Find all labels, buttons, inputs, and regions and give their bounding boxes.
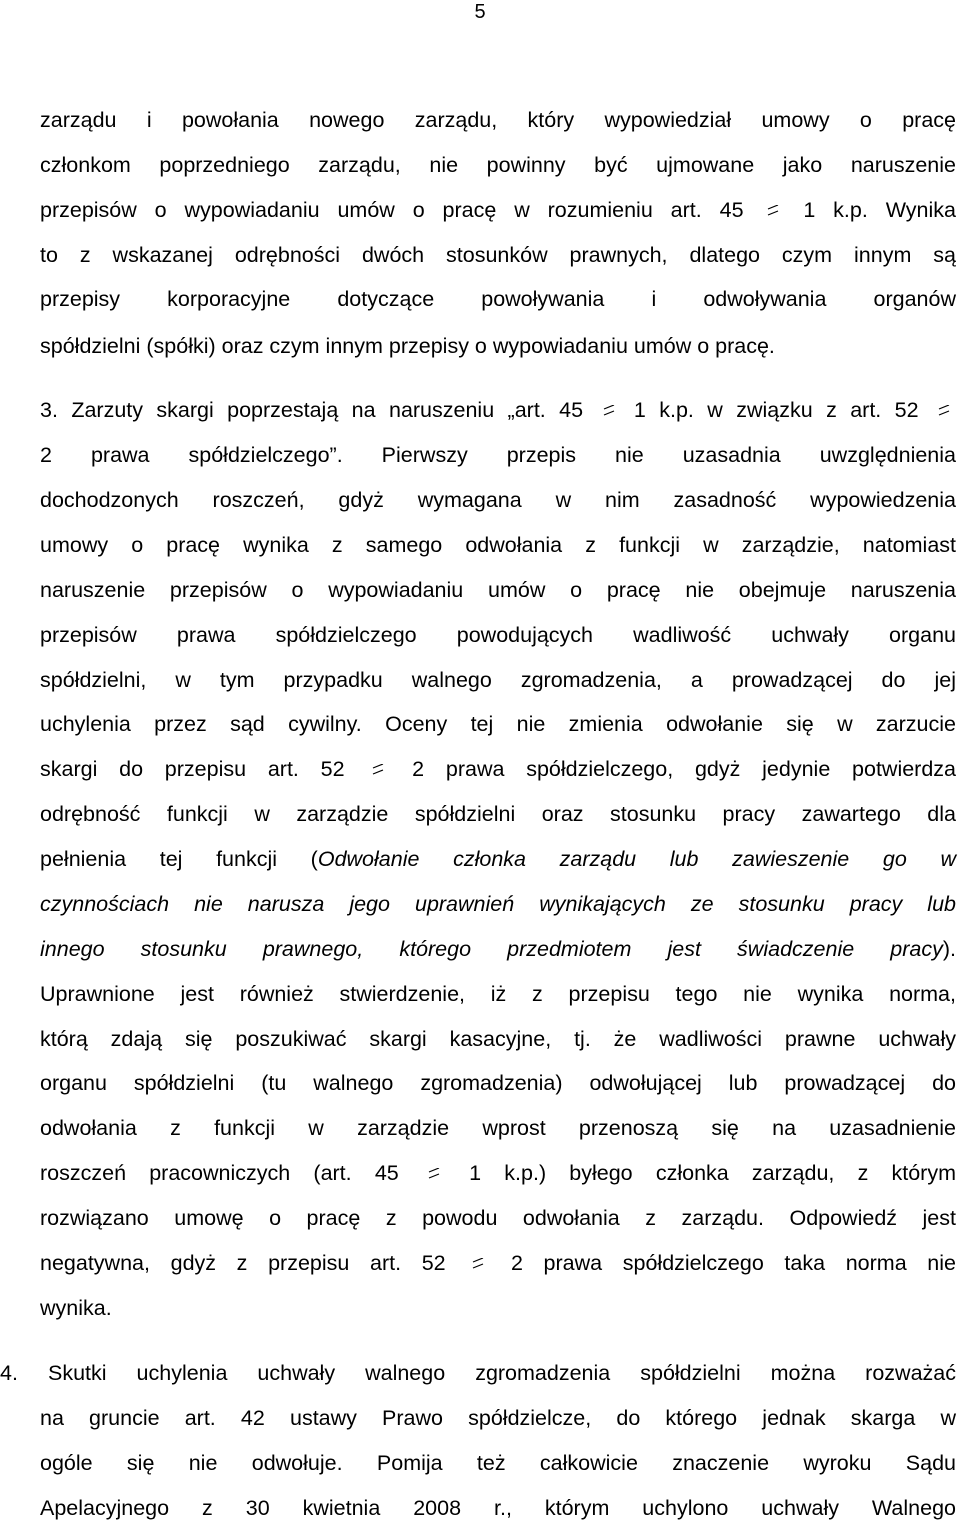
- text-line: Skutki uchylenia uchwały walnego zgromadzenia spółdzielni można rozważać: [48, 1361, 956, 1385]
- text-segment: pełnienia tej funkcji (: [40, 847, 318, 871]
- section-sign-icon: [370, 764, 386, 778]
- italic-quote: Odwołanie członka zarządu lub zawieszenie go w: [317, 847, 956, 871]
- text-line: [40, 844, 956, 874]
- text-line: na gruncie art. 42 ustawy Prawo spółdzielcze, do którego jednak skarga w: [40, 1406, 956, 1430]
- text-line: 2 prawa spółdzielczego”. Pierwszy przepis nie uzasadnia uwzględnienia: [40, 443, 956, 467]
- text-segment: 3. Zarzuty skargi poprzestają na naruszeniu „art. 45: [40, 398, 584, 422]
- text-line: naruszenie przepisów o wypowiadaniu umów o pracę nie obejmuje naruszenia: [40, 578, 956, 602]
- list-number: 4.: [0, 1361, 18, 1385]
- text-line: ogóle się nie odwołuje. Pomija też całkowicie znaczenie wyroku Sądu: [40, 1451, 956, 1475]
- text-line: rozwiązano umowę o pracę z powodu odwołania z zarządu. Odpowiedź jest: [40, 1206, 956, 1230]
- text-segment: 1 k.p. Wynika: [803, 198, 956, 222]
- page-number: 5: [474, 1, 486, 23]
- section-sign-icon: [936, 405, 952, 419]
- section-sign-icon: [765, 205, 781, 219]
- text-segment: przepisów o wypowiadaniu umów o pracę w rozumieniu art. 45: [40, 198, 744, 222]
- text-line: członkom poprzedniego zarządu, nie powinny być ujmowane jako naruszenie: [40, 153, 956, 177]
- section-sign-icon: [426, 1168, 442, 1182]
- text-segment: 2 prawa spółdzielczego taka norma nie: [510, 1251, 956, 1275]
- text-line: [40, 934, 956, 964]
- text-line: uchylenia przez sąd cywilny. Oceny tej nie zmienia odwołanie się w zarzucie: [40, 712, 956, 736]
- text-line: umowy o pracę wynika z samego odwołania z funkcji w zarządzie, natomiast: [40, 533, 956, 557]
- text-line: [40, 754, 956, 784]
- text-line: Uprawnione jest również stwierdzenie, iż z przepisu tego nie wynika norma,: [40, 982, 956, 1006]
- section-sign-icon: [470, 1258, 486, 1272]
- text-line: odrębność funkcji w zarządzie spółdzielni oraz stosunku pracy zawartego dla: [40, 802, 956, 826]
- text-segment: 1 k.p. w związku z art. 52: [633, 398, 919, 422]
- text-line: [40, 1248, 956, 1278]
- section-sign-icon: [601, 405, 617, 419]
- text-line-italic: czynnościach nie narusza jego uprawnień wynikających ze stosunku pracy lub: [40, 892, 956, 916]
- text-line: którą zdają się poszukiwać skargi kasacyjne, tj. że wadliwości prawne uchwały: [40, 1027, 956, 1051]
- text-segment: ).: [942, 937, 956, 961]
- text-segment: negatywna, gdyż z przepisu art. 52: [40, 1251, 446, 1275]
- text-line: organu spółdzielni (tu walnego zgromadzenia) odwołującej lub prowadzącej do: [40, 1071, 956, 1095]
- text-line: zarządu i powołania nowego zarządu, który wypowiedział umowy o pracę: [40, 108, 956, 132]
- text-line: przepisów prawa spółdzielczego powodujących wadliwość uchwały organu: [40, 623, 956, 647]
- text-line: Apelacyjnego z 30 kwietnia 2008 r., którym uchylono uchwały Walnego: [40, 1496, 956, 1520]
- text-line: [40, 195, 956, 225]
- text-line: [40, 1158, 956, 1188]
- text-line: spółdzielni, w tym przypadku walnego zgromadzenia, a prowadzącej do jej: [40, 668, 956, 692]
- text-line: wynika.: [40, 1296, 112, 1320]
- text-line: to z wskazanej odrębności dwóch stosunków prawnych, dlatego czym innym są: [40, 243, 956, 267]
- text-line: przepisy korporacyjne dotyczące powoływania i odwoływania organów: [40, 287, 956, 311]
- text-line: spółdzielni (spółki) oraz czym innym przepisy o wypowiadaniu umów o pracę.: [40, 334, 775, 358]
- text-segment: skargi do przepisu art. 52: [40, 757, 345, 781]
- text-line: [40, 395, 956, 425]
- text-segment: roszczeń pracowniczych (art. 45: [40, 1161, 399, 1185]
- text-segment: 2 prawa spółdzielczego, gdyż jedynie potwierdza: [412, 757, 957, 781]
- text-segment: 1 k.p.) byłego członka zarządu, z którym: [469, 1161, 957, 1185]
- text-line: odwołania z funkcji w zarządzie wprost przenoszą się na uzasadnienie: [40, 1116, 956, 1140]
- italic-quote: innego stosunku prawnego, którego przedmiotem jest świadczenie pracy: [40, 937, 943, 961]
- text-line: dochodzonych roszczeń, gdyż wymagana w nim zasadność wypowiedzenia: [40, 488, 956, 512]
